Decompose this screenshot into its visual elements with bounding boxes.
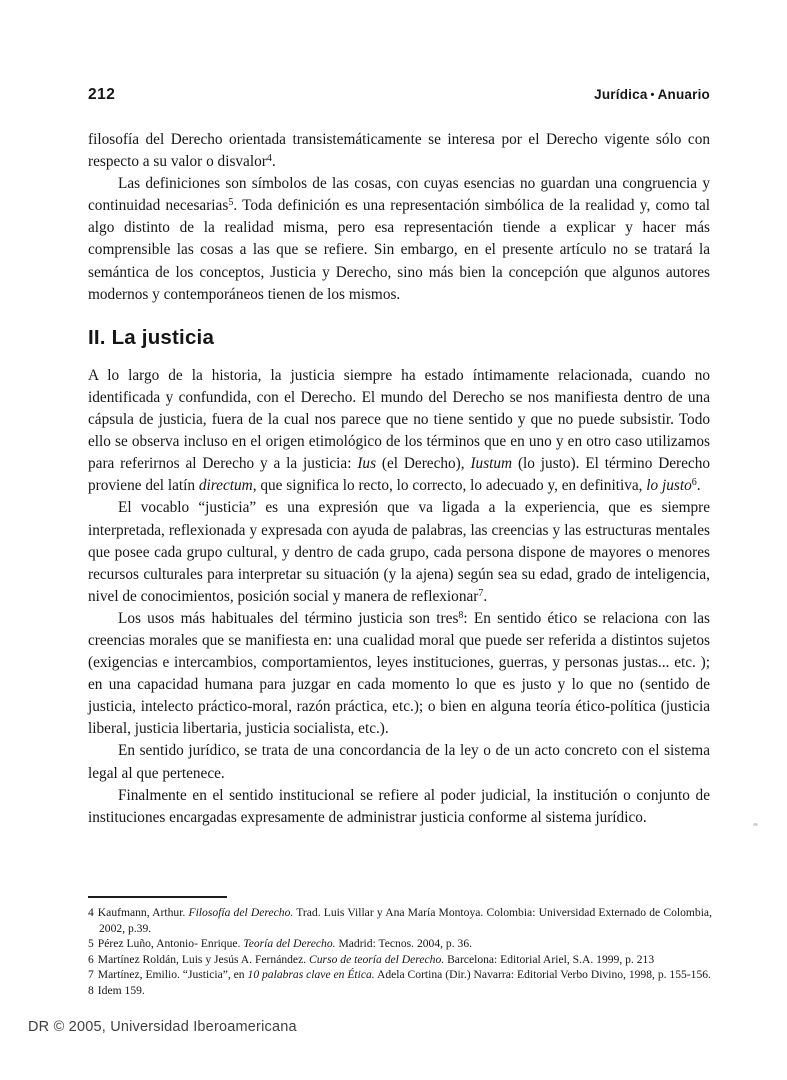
text-run: Pérez Luño, Antonio- Enrique. xyxy=(97,937,244,951)
article-body xyxy=(88,129,710,829)
footnote xyxy=(88,952,712,968)
footnote-number: 7 xyxy=(88,968,94,982)
page-header xyxy=(88,86,710,104)
footnote xyxy=(88,967,712,983)
paragraph xyxy=(88,785,710,829)
text-run: Teoría del Derecho. xyxy=(243,937,336,951)
copyright-notice: DR © 2005, Universidad Iberoamericana xyxy=(28,1019,297,1035)
bullet-separator-icon: • xyxy=(650,89,655,101)
footnotes-section xyxy=(88,896,712,999)
text-run: (lo justo). El término Derecho proviene del latín xyxy=(88,455,710,495)
footnote xyxy=(88,983,712,999)
text-run: Trad. Luis Villar y Ana María Montoya. Colombia: Universidad Externado de Colombia, 2002, p.39. xyxy=(99,906,712,935)
footnote-separator xyxy=(88,896,227,898)
text-run: Adela Cortina (Dir.) Navarra: Editorial Verbo Divino, 1998, p. 155-156. xyxy=(374,968,711,982)
text-run: . xyxy=(271,153,276,171)
footnote-number: 6 xyxy=(88,952,94,966)
text-run: Curso de teoría del Derecho. xyxy=(309,952,445,966)
text-run: En sentido jurídico, se trata de una concordancia de la ley o de un acto concreto con el sistema legal al que pertenece. xyxy=(88,742,710,782)
footnote-reference: 6 xyxy=(691,477,697,489)
text-run: Las definiciones son símbolos de las cosas, con cuyas esencias no guardan una congruencia y continuidad necesarias xyxy=(88,175,710,215)
page-number: 212 xyxy=(88,86,116,103)
text-run: Idem 159. xyxy=(97,983,145,997)
footnote xyxy=(88,936,712,952)
paragraph xyxy=(88,173,710,306)
text-run: Barcelona: Editorial Ariel, S.A. 1999, p. 213 xyxy=(444,952,655,966)
footnote-text xyxy=(98,937,472,950)
text-run: El vocablo “justicia” es una expresión que va ligada a la experiencia, que es siempre interpretada, reflexionada y expresada con ayuda de palabras, las creencias y las estructuras mentales que posee cada grupo cultural, y dentro de cada grupo, cada persona dispone de mayores o menores recursos culturales para interpretar su situación (y la ajena) según sea su edad, grado de inteligencia, nivel de conocimientos, posición social y manera de reflexionar xyxy=(88,499,710,605)
footnote-text xyxy=(98,906,712,935)
text-run: Los usos más habituales del término justicia son tres xyxy=(118,609,459,627)
paragraph xyxy=(88,497,710,607)
text-run: . xyxy=(696,477,701,495)
paragraph xyxy=(88,129,710,173)
text-run: 10 palabras clave en Ética. xyxy=(247,968,375,982)
section-heading: II. La justicia xyxy=(88,325,215,349)
footnote-number: 8 xyxy=(88,983,94,997)
footnote-number: 4 xyxy=(88,906,94,919)
text-run: , que significa lo recto, lo correcto, lo adecuado y, en definitiva, xyxy=(252,477,647,495)
text-run: Madrid: Tecnos. 2004, p. 36. xyxy=(335,937,473,951)
text-run: Finalmente en el sentido institucional se refiere al poder judicial, la institución o conjunto de instituciones encargadas expresamente de administrar justicia conforme al sistema jurídico. xyxy=(88,786,710,826)
text-run: A lo largo de la historia, la justicia siempre ha estado íntimamente relacionada, cuando no identificada y confundida, con el Derecho. El mundo del Derecho se nos manifiesta dentro de una cápsula de justicia, fuera de la cual nos parece que no tiene sentido y que no puede subsistir. Todo ello se observa incluso en el origen etimológico de los términos que en uno y en otro caso utilizamos para referirnos al Derecho y a la justicia: xyxy=(88,366,710,473)
footnote-reference: 8 xyxy=(458,609,464,621)
footnote-reference: 4 xyxy=(266,153,272,165)
text-run: Iustum xyxy=(470,455,513,473)
running-head xyxy=(594,87,710,102)
paragraph xyxy=(88,365,710,498)
text-run: Kaufmann, Arthur. xyxy=(97,906,189,919)
footnote-text xyxy=(98,984,145,997)
footnote xyxy=(88,905,712,936)
text-run: . Toda definición es una representación simbólica de la realidad y, como tal algo distinto de la realidad misma, pero esa representación tiende a explicar y hacer más comprensible las cosas a las que se refiere. Sin embargo, en el presente artículo no se tratará la semántica de los conceptos, Justicia y Derecho, sino más bien la concepción que algunos autores modernos y contemporáneos tienen de los mismos. xyxy=(88,197,711,303)
scan-artifact xyxy=(753,823,758,826)
text-run: : En sentido ético se relaciona con las creencias morales que se manifiesta en: una cualidad moral que puede ser referida a distintos sujetos (exigencias e intercambios, comportamientos, leyes instituciones, guerras, y personas justas... etc. ); en una capacidad humana para juzgar en cada momento lo que es justo y lo que no (sentido de justicia, intelecto práctico-moral, razón práctica, etc.); o bien en alguna teoría ético-política (justicia liberal, justicia libertaria, justicia socialista, etc.). xyxy=(88,609,710,738)
text-run: directum xyxy=(198,477,253,495)
text-run: Martínez Roldán, Luis y Jesús A. Fernández. xyxy=(97,952,310,966)
footnote-text xyxy=(98,968,711,981)
footnote-number: 5 xyxy=(88,937,94,951)
footnote-reference: 7 xyxy=(478,587,484,599)
journal-name: Jurídica xyxy=(594,87,648,102)
paragraph xyxy=(88,740,710,784)
text-run: . xyxy=(483,587,488,605)
text-run: Martínez, Emilio. “Justicia”, en xyxy=(97,968,248,982)
text-run: lo justo xyxy=(646,477,692,495)
paragraph xyxy=(88,608,710,741)
section-name: Anuario xyxy=(657,87,710,102)
footnote-text xyxy=(98,953,654,966)
text-run: filosofía del Derecho orientada transistemáticamente se interesa por el Derecho vigente sólo con respecto a su valor o disvalor xyxy=(88,131,710,171)
text-run: Filosofía del Derecho. xyxy=(188,906,294,919)
text-run: Ius xyxy=(357,455,377,473)
footnote-reference: 5 xyxy=(228,197,234,209)
text-run: (el Derecho), xyxy=(376,455,471,473)
